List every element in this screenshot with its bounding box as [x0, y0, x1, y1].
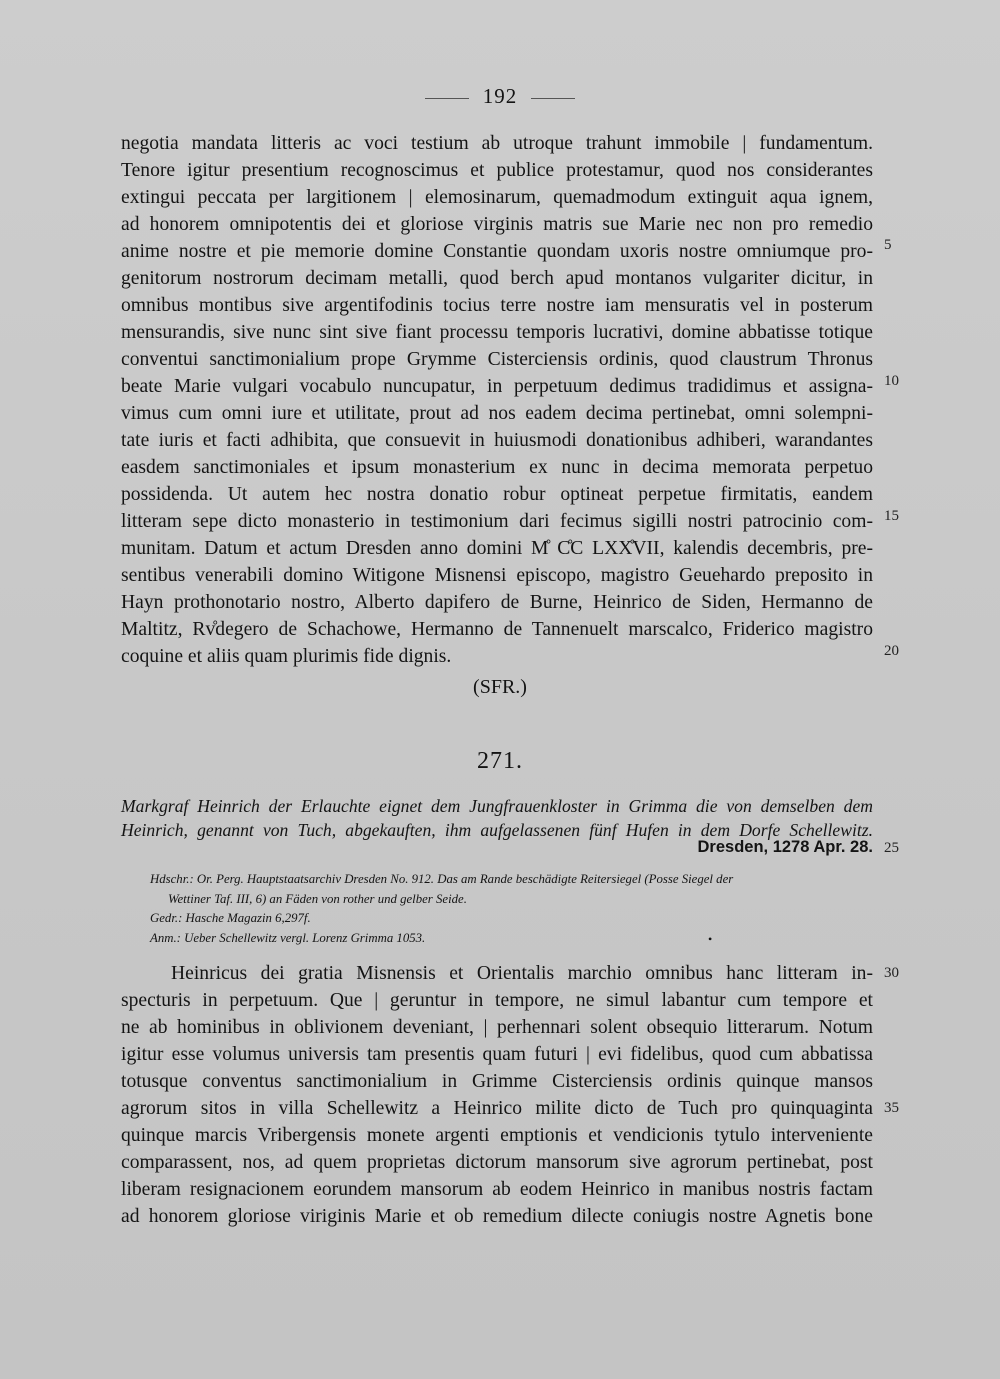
stray-mark: •: [708, 932, 713, 946]
line-number: 5: [884, 237, 892, 253]
line-number: 15: [884, 508, 899, 524]
page-header: [0, 84, 1000, 109]
note-line: Wettiner Taf. III, 6) an Fäden von rother und gelber Seide.: [168, 891, 467, 906]
body-line: totusque conventus sanctimonialium in Grimme Cisterciensis ordinis quinque mansos: [121, 1071, 873, 1092]
page-number: 192: [482, 84, 518, 108]
body-line: litteram sepe dicto monasterio in testimonium dari fecimus sigilli nostri patrocinio com-: [121, 511, 873, 532]
body-line: easdem sanctimoniales et ipsum monasterium ex nunc in decima memorata perpetuo: [121, 457, 873, 478]
regest: [121, 794, 873, 842]
body-line: extingui peccata per largitionem | elemosinarum, quemadmodum extinguit aqua ignem,: [121, 187, 873, 208]
body-line: vimus cum omni iure et utilitate, prout ad nos eadem decima pertinebat, omni solempni-: [121, 403, 873, 424]
body-line: Heinricus dei gratia Misnensis et Orientalis marchio omnibus hanc litteram in-: [171, 963, 873, 984]
body-line: negotia mandata litteris ac voci testium ab utroque trahunt immobile | fundamentum.: [121, 133, 873, 154]
body-line: beate Marie vulgari vocabulo nuncupatur, in perpetuum dedimus tradidimus et assigna-: [121, 376, 873, 397]
note-line: Anm.: Ueber Schellewitz vergl. Lorenz Grimma 1053.: [150, 930, 426, 945]
body-line: anime nostre et pie memorie domine Constantie quondam uxoris nostre omniumque pro-: [121, 241, 873, 262]
body-text: [121, 130, 873, 670]
body-line: mensurandis, sive nunc sint sive fiant processu temporis lucrativi, domine abbatisse totique: [121, 322, 873, 343]
body-line: genitorum nostrorum decimam metalli, quod berch apud montanos vulgariter dicitur, in: [121, 268, 873, 289]
body-line: Hayn prothonotario nostro, Alberto dapifero de Burne, Heinrico de Siden, Hermanno de: [121, 592, 873, 613]
body-line: possidenda. Ut autem hec nostra donatio robur optineat perpetue firmitatis, eandem: [121, 484, 873, 505]
header-rule-left: [425, 98, 469, 99]
body-line: sentibus venerabili domino Witigone Misnensi episcopo, magistro Geuehardo preposito in: [121, 565, 873, 586]
body-line: ad honorem gloriose viriginis Marie et ob remedium dilecte coniugis nostre Agnetis bone: [121, 1206, 873, 1227]
regest-line: Markgraf Heinrich der Erlauchte eignet dem Jungfrauenkloster in Grimma die von demselben dem: [121, 796, 873, 816]
line-number: 35: [884, 1100, 899, 1116]
regest-line: Heinrich, genannt von Tuch, abgekauften, ihm aufgelassenen fünf Hufen in dem Dorfe Schellewitz.: [121, 820, 873, 840]
body-line: Tenore igitur presentium recognoscimus et publice protestamur, quod nos considerantes: [121, 160, 873, 181]
body-line: munitam. Datum et actum Dresden anno domini M̊ C̊C LXX̊VII, kalendis decembris, pre-: [121, 538, 873, 559]
line-number: 25: [884, 840, 899, 856]
body-line: coquine et aliis quam plurimis fide dignis.: [121, 646, 452, 667]
line-number: 20: [884, 643, 899, 659]
body-line: quinque marcis Vribergensis monete argenti emptionis et vendicionis tytulo interveniente: [121, 1125, 873, 1146]
body-line: omnibus montibus sive argentifodinis tocius terre nostre iam mensuratis vel in posterum: [121, 295, 873, 316]
line-number: 10: [884, 373, 899, 389]
line-number: 30: [884, 965, 899, 981]
document-number: 271.: [477, 748, 523, 774]
body-line: ne ab hominibus in oblivionem deveniant, | perhennari solent obsequio litterarum. Notum: [121, 1017, 873, 1038]
body-line: tate iuris et facti adhibita, que consuevit in huiusmodi donationibus adhiberi, warandantes: [121, 430, 873, 451]
body-line: specturis in perpetuum. Que | geruntur in tempore, ne simul labantur cum tempore et: [121, 990, 873, 1011]
body-line: agrorum sitos in villa Schellewitz a Heinrico milite dicto de Tuch pro quinquaginta: [121, 1098, 873, 1119]
seal-note: (SFR.): [473, 676, 527, 698]
body-line: comparassent, nos, ad quem proprietas dictorum mansorum sive agrorum pertinebat, post: [121, 1152, 873, 1173]
header-rule-right: [531, 98, 575, 99]
apparatus-notes: [150, 870, 890, 948]
body-line: igitur esse volumus universis tam presentis quam futuri | evi fidelibus, quod cum abbatissa: [121, 1044, 873, 1065]
body-line: ad honorem omnipotentis dei et gloriose virginis matris sue Marie nec non pro remedio: [121, 214, 873, 235]
body-line: Maltitz, Rv̊degero de Schachowe, Hermanno de Tannenuelt marscalco, Friderico magistro: [121, 619, 873, 640]
charter-text: [121, 960, 873, 1230]
note-line: Gedr.: Hasche Magazin 6,297f.: [150, 911, 311, 925]
body-line: liberam resignacionem eorundem mansorum ab eodem Heinrico in manibus nostris factam: [121, 1179, 873, 1200]
note-line: Hdschr.: Or. Perg. Hauptstaatsarchiv Dresden No. 912. Das am Rande beschädigte Reitersiegel (Posse Siegel der: [150, 872, 734, 886]
place-date: Dresden, 1278 Apr. 28.: [697, 838, 873, 856]
body-line: conventui sanctimonialium prope Grymme Cisterciensis ordinis, quod claustrum Thronus: [121, 349, 873, 370]
